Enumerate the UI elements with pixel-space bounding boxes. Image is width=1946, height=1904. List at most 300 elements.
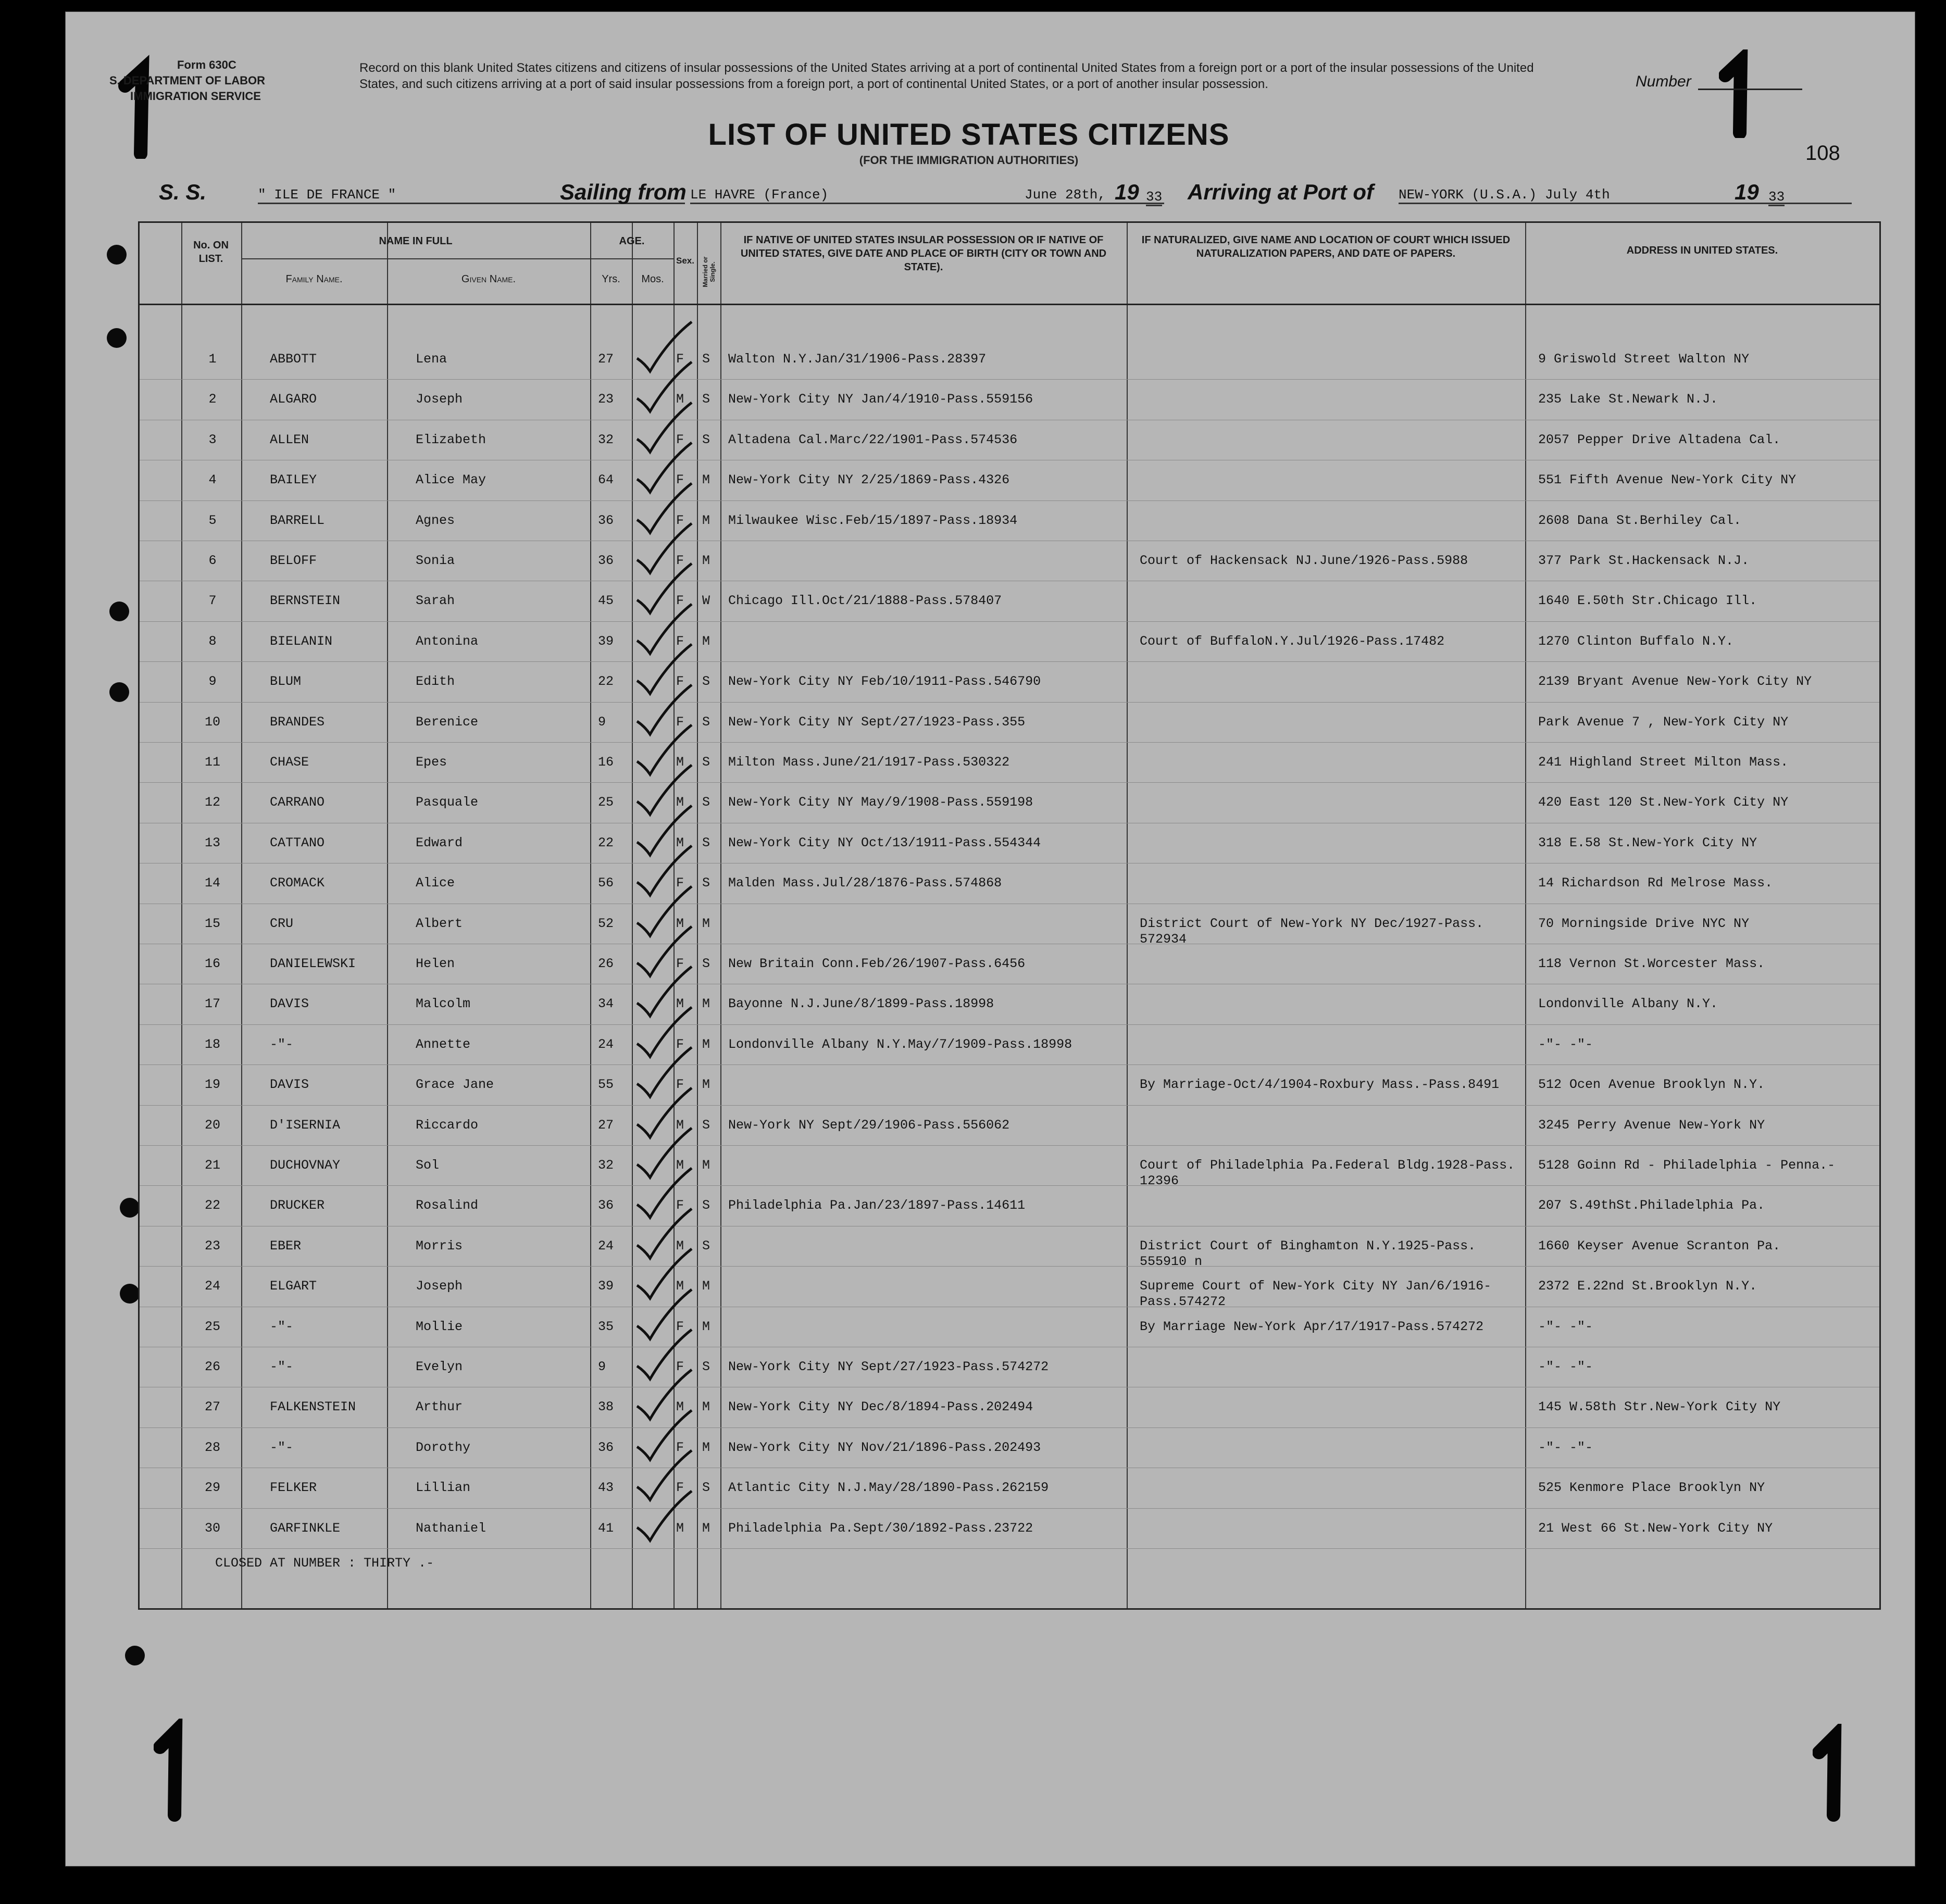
cell-sex: M	[676, 755, 684, 770]
cell-given-name: Nathaniel	[416, 1520, 487, 1536]
cell-given-name: Lillian	[416, 1480, 471, 1496]
arrival-year: 33	[1768, 189, 1785, 206]
cell-marital-status: S	[702, 1117, 710, 1133]
cell-sex: M	[676, 1520, 684, 1536]
age-subheader-rule	[590, 258, 673, 259]
cell-birth-place-date: New Britain Conn.Feb/26/1907-Pass.6456	[728, 956, 1026, 971]
cell-list-number: 4	[208, 472, 217, 488]
large-one-mark-bottom-right	[1813, 1724, 1849, 1823]
ss-label: S. S.	[159, 180, 207, 204]
cell-list-number: 12	[204, 795, 220, 810]
row-rule	[140, 1185, 1879, 1186]
cell-list-number: 11	[204, 755, 220, 770]
departure-port: LE HAVRE (France)	[690, 187, 1107, 204]
row-rule	[140, 621, 1879, 622]
row-rule	[140, 1548, 1879, 1549]
table-row	[140, 905, 1879, 945]
cell-given-name: Riccardo	[416, 1117, 479, 1133]
cell-age-years: 43	[598, 1480, 614, 1496]
row-rule	[140, 1064, 1879, 1065]
cell-address: 207 S.49thSt.Philadelphia Pa.	[1538, 1198, 1765, 1213]
cell-marital-status: M	[702, 1077, 710, 1093]
table-row	[140, 380, 1879, 420]
cell-age-years: 22	[598, 674, 614, 690]
cell-address: 21 West 66 St.New-York City NY	[1538, 1520, 1773, 1536]
row-rule	[140, 1024, 1879, 1025]
cell-family-name: D'ISERNIA	[270, 1117, 341, 1133]
cell-marital-status: M	[702, 1158, 710, 1173]
row-rule	[140, 742, 1879, 743]
table-row	[140, 1106, 1879, 1146]
cell-birth-place-date: Milton Mass.June/21/1917-Pass.530322	[728, 755, 1010, 770]
cell-address: 2372 E.22nd St.Brooklyn N.Y.	[1538, 1279, 1757, 1294]
cell-list-number: 6	[208, 553, 217, 568]
cell-given-name: Mollie	[416, 1319, 463, 1334]
cell-given-name: Grace Jane	[416, 1077, 494, 1093]
cell-given-name: Dorothy	[416, 1439, 471, 1455]
sailing-date: June 28th,	[966, 187, 1164, 204]
cell-birth-place-date: Londonville Albany N.Y.May/7/1909-Pass.18998	[728, 1036, 1072, 1052]
cell-sex: F	[676, 714, 684, 730]
form-instructions: Record on this blank United States citizens and citizens of insular possessions of the United States arriving at a port of continental United States from a foreign port or a port of the insular possessions of the United States, and such citizens arriving at a port of said insular possessions from a foreign port, a port of continental United States, or a port of another insular possession.	[359, 61, 1534, 91]
cell-list-number: 15	[204, 916, 220, 931]
cell-birth-place-date: New-York City NY Nov/21/1896-Pass.202493	[728, 1439, 1041, 1455]
cell-age-years: 52	[598, 916, 614, 931]
cell-address: 118 Vernon St.Worcester Mass.	[1538, 956, 1765, 971]
cell-age-years: 9	[598, 1359, 606, 1374]
cell-address: 1660 Keyser Avenue Scranton Pa.	[1538, 1238, 1781, 1254]
cell-naturalization: Court of Hackensack NJ.June/1926-Pass.5988	[1140, 553, 1468, 568]
cell-birth-place-date: Chicago Ill.Oct/21/1888-Pass.578407	[728, 593, 1002, 609]
cell-marital-status: M	[702, 1036, 710, 1052]
punch-hole-3	[109, 602, 129, 621]
cell-birth-place-date: New-York City NY Feb/10/1911-Pass.546790	[728, 674, 1041, 690]
cell-address: 525 Kenmore Place Brooklyn NY	[1538, 1480, 1765, 1496]
cell-address: Park Avenue 7 , New-York City NY	[1538, 714, 1789, 730]
cell-address: 318 E.58 St.New-York City NY	[1538, 835, 1757, 850]
cell-family-name: BRANDES	[270, 714, 325, 730]
cell-marital-status: M	[702, 553, 710, 568]
cell-sex: F	[676, 352, 684, 367]
cell-marital-status: M	[702, 1439, 710, 1455]
cell-address: 1270 Clinton Buffalo N.Y.	[1538, 633, 1734, 649]
cell-family-name: FALKENSTEIN	[270, 1399, 356, 1415]
cell-age-years: 38	[598, 1399, 614, 1415]
cell-family-name: CARRANO	[270, 795, 325, 810]
cell-list-number: 26	[204, 1359, 220, 1374]
cell-age-years: 23	[598, 392, 614, 407]
cell-sex: M	[676, 795, 684, 810]
cell-marital-status: M	[702, 916, 710, 931]
cell-family-name: DRUCKER	[270, 1198, 325, 1213]
cell-family-name: -"-	[270, 1359, 294, 1374]
row-rule	[140, 500, 1879, 501]
page-number: 108	[1805, 142, 1840, 165]
cell-list-number: 2	[208, 392, 217, 407]
arrival-port-date: NEW-YORK (U.S.A.) July 4th	[1399, 187, 1852, 204]
cell-naturalization: Court of Philadelphia Pa.Federal Bldg.1928-Pass.	[1140, 1158, 1515, 1173]
check-mark-icon	[632, 1488, 694, 1546]
header-given-name: Given Name.	[461, 273, 516, 285]
table-row	[140, 703, 1879, 743]
cell-age-years: 24	[598, 1036, 614, 1052]
cell-given-name: Albert	[416, 916, 463, 931]
cell-sex: F	[676, 432, 684, 447]
cell-family-name: CHASE	[270, 755, 309, 770]
form-identifier	[109, 57, 333, 104]
cell-age-years: 56	[598, 875, 614, 891]
cell-given-name: Annette	[416, 1036, 471, 1052]
cell-naturalization-cont: 555910 n	[1140, 1254, 1203, 1269]
cell-address: 2139 Bryant Avenue New-York City NY	[1538, 674, 1812, 690]
punch-hole-6	[120, 1284, 140, 1304]
cell-list-number: 13	[204, 835, 220, 850]
cell-address: -"- -"-	[1538, 1359, 1593, 1374]
cell-family-name: -"-	[270, 1439, 294, 1455]
table-row	[140, 502, 1879, 542]
cell-naturalization: Supreme Court of New-York City NY Jan/6/1916-	[1140, 1279, 1492, 1294]
cell-sex: F	[676, 1480, 684, 1496]
cell-address: 145 W.58th Str.New-York City NY	[1538, 1399, 1781, 1415]
cell-given-name: Arthur	[416, 1399, 463, 1415]
punch-hole-4	[109, 682, 129, 702]
large-one-mark-bottom-left	[154, 1719, 190, 1823]
cell-age-years: 64	[598, 472, 614, 488]
cell-naturalization: By Marriage New-York Apr/17/1917-Pass.574272	[1140, 1319, 1484, 1334]
cell-list-number: 14	[204, 875, 220, 891]
cell-given-name: Agnes	[416, 512, 455, 528]
cell-address: 551 Fifth Avenue New-York City NY	[1538, 472, 1797, 488]
table-row	[140, 1348, 1879, 1388]
cell-family-name: BIELANIN	[270, 633, 333, 649]
number-label: Number	[1636, 73, 1691, 90]
cell-age-years: 36	[598, 553, 614, 568]
cell-list-number: 9	[208, 674, 217, 690]
cell-given-name: Sonia	[416, 553, 455, 568]
document-subtitle: (FOR THE IMMIGRATION AUTHORITIES)	[859, 154, 1079, 167]
cell-birth-place-date: New-York City NY Sept/27/1923-Pass.355	[728, 714, 1026, 730]
cell-address: 420 East 120 St.New-York City NY	[1538, 795, 1789, 810]
cell-sex: F	[676, 1036, 684, 1052]
cell-marital-status: M	[702, 996, 710, 1012]
cell-family-name: BAILEY	[270, 472, 317, 488]
cell-given-name: Alice	[416, 875, 455, 891]
table-row	[140, 461, 1879, 501]
cell-marital-status: S	[702, 956, 710, 971]
cell-family-name: BELOFF	[270, 553, 317, 568]
cell-sex: M	[676, 835, 684, 850]
row-rule	[140, 661, 1879, 662]
cell-marital-status: M	[702, 1520, 710, 1536]
cell-address: 3245 Perry Avenue New-York NY	[1538, 1117, 1765, 1133]
table-row	[140, 1267, 1879, 1310]
cell-marital-status: S	[702, 875, 710, 891]
sailing-from-label: Sailing from	[560, 180, 687, 204]
header-birth: IF NATIVE OF UNITED STATES INSULAR POSSESSION OR IF NATIVE OF UNITED STATES, GIVE DATE AND PLACE OF BIRTH (CITY OR TOWN AND STATE).	[740, 234, 1107, 273]
header-address: ADDRESS IN UNITED STATES.	[1626, 245, 1778, 256]
cell-naturalization: By Marriage-Oct/4/1904-Roxbury Mass.-Pass.8491	[1140, 1077, 1500, 1093]
cell-birth-place-date: Walton N.Y.Jan/31/1906-Pass.28397	[728, 352, 987, 367]
cell-birth-place-date: New-York City NY May/9/1908-Pass.559198	[728, 795, 1033, 810]
cell-list-number: 28	[204, 1439, 220, 1455]
cell-address: 14 Richardson Rd Melrose Mass.	[1538, 875, 1773, 891]
cell-address: 512 Ocen Avenue Brooklyn N.Y.	[1538, 1077, 1765, 1093]
cell-marital-status: S	[702, 795, 710, 810]
cell-family-name: -"-	[270, 1036, 294, 1052]
cell-given-name: Joseph	[416, 392, 463, 407]
cell-age-years: 34	[598, 996, 614, 1012]
table-row	[140, 824, 1879, 864]
cell-age-years: 27	[598, 1117, 614, 1133]
cell-marital-status: M	[702, 472, 710, 488]
cell-age-years: 24	[598, 1238, 614, 1254]
table-row	[140, 1388, 1879, 1428]
row-rule	[140, 782, 1879, 783]
header-no: No. ON LIST.	[193, 240, 229, 265]
cell-given-name: Elizabeth	[416, 432, 487, 447]
header-married-single: Married or Single.	[702, 256, 716, 287]
cell-list-number: 18	[204, 1036, 220, 1052]
table-row	[140, 1308, 1879, 1348]
cell-marital-status: W	[702, 593, 710, 609]
service-name: IMMIGRATION SERVICE	[130, 90, 261, 103]
row-rule	[140, 1266, 1879, 1267]
cell-list-number: 25	[204, 1319, 220, 1334]
cell-age-years: 16	[598, 755, 614, 770]
cell-sex: M	[676, 1399, 684, 1415]
ship-name: " ILE DE FRANCE "	[258, 187, 685, 204]
cell-family-name: ELGART	[270, 1279, 317, 1294]
cell-sex: F	[676, 1359, 684, 1374]
cell-sex: F	[676, 1439, 684, 1455]
cell-given-name: Evelyn	[416, 1359, 463, 1374]
cell-age-years: 27	[598, 352, 614, 367]
cell-age-years: 39	[598, 633, 614, 649]
cell-address: Londonville Albany N.Y.	[1538, 996, 1718, 1012]
cell-given-name: Morris	[416, 1238, 463, 1254]
cell-address: 5128 Goinn Rd - Philadelphia - Penna.-	[1538, 1158, 1836, 1173]
punch-hole-2	[107, 328, 127, 348]
cell-sex: M	[676, 1158, 684, 1173]
cell-address: 241 Highland Street Milton Mass.	[1538, 755, 1789, 770]
cell-given-name: Alice May	[416, 472, 487, 488]
cell-marital-status: S	[702, 1238, 710, 1254]
cell-given-name: Rosalind	[416, 1198, 479, 1213]
cell-birth-place-date: New-York City NY Oct/13/1911-Pass.554344	[728, 835, 1041, 850]
cell-sex: F	[676, 674, 684, 690]
cell-list-number: 23	[204, 1238, 220, 1254]
cell-age-years: 41	[598, 1520, 614, 1536]
cell-marital-status: S	[702, 1359, 710, 1374]
cell-given-name: Antonina	[416, 633, 479, 649]
cell-family-name: BLUM	[270, 674, 302, 690]
cell-sex: M	[676, 392, 684, 407]
cell-list-number: 20	[204, 1117, 220, 1133]
cell-marital-status: M	[702, 512, 710, 528]
cell-age-years: 36	[598, 1439, 614, 1455]
cell-list-number: 19	[204, 1077, 220, 1093]
cell-given-name: Helen	[416, 956, 455, 971]
cell-age-years: 25	[598, 795, 614, 810]
cell-birth-place-date: Bayonne N.J.June/8/1899-Pass.18998	[728, 996, 994, 1012]
cell-marital-status: S	[702, 755, 710, 770]
cell-list-number: 30	[204, 1520, 220, 1536]
header-bottom-rule	[140, 304, 1879, 305]
cell-sex: F	[676, 956, 684, 971]
cell-birth-place-date: Malden Mass.Jul/28/1876-Pass.574868	[728, 875, 1002, 891]
row-rule	[140, 1427, 1879, 1428]
table-row	[140, 1429, 1879, 1469]
table-row	[140, 783, 1879, 823]
header-age: AGE.	[619, 235, 645, 247]
cell-family-name: ALGARO	[270, 392, 317, 407]
cell-list-number: 24	[204, 1279, 220, 1294]
cell-given-name: Epes	[416, 755, 447, 770]
header-naturalized: IF NATURALIZED, GIVE NAME AND LOCATION OF COURT WHICH ISSUED NATURALIZATION PAPERS, AND DATE OF PAPERS.	[1141, 234, 1511, 259]
row-rule	[140, 1105, 1879, 1106]
cell-age-years: 22	[598, 835, 614, 850]
closed-at-number: CLOSED AT NUMBER : THIRTY .-	[215, 1556, 434, 1571]
cell-family-name: ALLEN	[270, 432, 309, 447]
table-row	[140, 582, 1879, 622]
cell-birth-place-date: Milwaukee Wisc.Feb/15/1897-Pass.18934	[728, 512, 1018, 528]
cell-age-years: 36	[598, 1198, 614, 1213]
cell-sex: F	[676, 1198, 684, 1213]
cell-marital-status: M	[702, 1319, 710, 1334]
table-row	[140, 864, 1879, 904]
department-name: S. DEPARTMENT OF LABOR	[109, 74, 266, 87]
cell-sex: M	[676, 996, 684, 1012]
sailing-year: 33	[1146, 189, 1162, 206]
cell-family-name: CRU	[270, 916, 294, 931]
cell-birth-place-date: Philadelphia Pa.Sept/30/1892-Pass.23722	[728, 1520, 1033, 1536]
cell-family-name: BARRELL	[270, 512, 325, 528]
cell-sex: F	[676, 633, 684, 649]
cell-family-name: EBER	[270, 1238, 302, 1254]
table-row	[140, 340, 1879, 380]
cell-naturalization: District Court of Binghamton N.Y.1925-Pass.	[1140, 1238, 1476, 1254]
cell-age-years: 39	[598, 1279, 614, 1294]
cell-naturalization-cont: 572934	[1140, 931, 1187, 947]
cell-list-number: 8	[208, 633, 217, 649]
cell-birth-place-date: New-York City NY Dec/8/1894-Pass.202494	[728, 1399, 1033, 1415]
cell-birth-place-date: New-York City NY Jan/4/1910-Pass.559156	[728, 392, 1033, 407]
cell-family-name: ABBOTT	[270, 352, 317, 367]
document-title: LIST OF UNITED STATES CITIZENS	[708, 118, 1230, 152]
cell-list-number: 1	[208, 352, 217, 367]
cell-sex: M	[676, 1238, 684, 1254]
cell-list-number: 10	[204, 714, 220, 730]
table-row	[140, 542, 1879, 582]
table-row	[140, 622, 1879, 662]
cell-address: -"- -"-	[1538, 1036, 1593, 1052]
cell-family-name: FELKER	[270, 1480, 317, 1496]
cell-age-years: 55	[598, 1077, 614, 1093]
cell-address: 377 Park St.Hackensack N.J.	[1538, 553, 1750, 568]
row-rule	[140, 702, 1879, 703]
table-row	[140, 1066, 1879, 1106]
header-sex: Sex.	[676, 256, 694, 266]
cell-list-number: 16	[204, 956, 220, 971]
cell-marital-status: S	[702, 392, 710, 407]
cell-age-years: 45	[598, 593, 614, 609]
cell-naturalization-cont: 12396	[1140, 1173, 1179, 1188]
cell-given-name: Pasquale	[416, 795, 479, 810]
cell-list-number: 21	[204, 1158, 220, 1173]
cell-family-name: BERNSTEIN	[270, 593, 341, 609]
cell-age-years: 26	[598, 956, 614, 971]
punch-hole-1	[107, 245, 127, 265]
cell-birth-place-date: Altadena Cal.Marc/22/1901-Pass.574536	[728, 432, 1018, 447]
cell-age-years: 32	[598, 432, 614, 447]
punch-hole-7	[125, 1646, 145, 1665]
cell-given-name: Edward	[416, 835, 463, 850]
header-mos: Mos.	[641, 273, 664, 285]
cell-address: -"- -"-	[1538, 1319, 1593, 1334]
header-family-name: Family Name.	[285, 273, 343, 285]
punch-hole-5	[120, 1198, 140, 1218]
table-row	[140, 1146, 1879, 1186]
cell-list-number: 29	[204, 1480, 220, 1496]
table-row	[140, 1227, 1879, 1267]
cell-given-name: Edith	[416, 674, 455, 690]
cell-family-name: DAVIS	[270, 996, 309, 1012]
table-row	[140, 985, 1879, 1025]
cell-sex: M	[676, 1279, 684, 1294]
cell-address: 1640 E.50th Str.Chicago Ill.	[1538, 593, 1757, 609]
cell-given-name: Sarah	[416, 593, 455, 609]
cell-sex: F	[676, 553, 684, 568]
cell-given-name: Berenice	[416, 714, 479, 730]
cell-birth-place-date: Philadelphia Pa.Jan/23/1897-Pass.14611	[728, 1198, 1026, 1213]
number-field-line	[1698, 89, 1802, 90]
cell-sex: F	[676, 1319, 684, 1334]
cell-list-number: 17	[204, 996, 220, 1012]
cell-list-number: 22	[204, 1198, 220, 1213]
year-prefix-2: 19	[1735, 180, 1759, 204]
cell-sex: F	[676, 1077, 684, 1093]
cell-address: 9 Griswold Street Walton NY	[1538, 352, 1750, 367]
cell-birth-place-date: New-York City NY 2/25/1869-Pass.4326	[728, 472, 1010, 488]
cell-marital-status: M	[702, 633, 710, 649]
cell-sex: F	[676, 472, 684, 488]
cell-family-name: GARFINKLE	[270, 1520, 341, 1536]
cell-age-years: 35	[598, 1319, 614, 1334]
passenger-table	[138, 221, 1881, 1610]
name-subheader-rule	[241, 258, 590, 259]
cell-marital-status: S	[702, 674, 710, 690]
cell-sex: F	[676, 875, 684, 891]
table-row	[140, 1469, 1879, 1509]
cell-list-number: 3	[208, 432, 217, 447]
row-rule	[140, 1508, 1879, 1509]
cell-list-number: 7	[208, 593, 217, 609]
cell-family-name: DANIELEWSKI	[270, 956, 356, 971]
cell-sex: M	[676, 1117, 684, 1133]
cell-birth-place-date: New-York City NY Sept/27/1923-Pass.574272	[728, 1359, 1049, 1374]
year-prefix-1: 19	[1115, 180, 1139, 204]
cell-marital-status: S	[702, 1198, 710, 1213]
row-rule	[140, 379, 1879, 380]
cell-given-name: Lena	[416, 352, 447, 367]
row-rule	[140, 1145, 1879, 1146]
cell-marital-status: S	[702, 714, 710, 730]
table-row	[140, 1186, 1879, 1226]
cell-family-name: DUCHOVNAY	[270, 1158, 341, 1173]
header-name-in-full: NAME IN FULL	[379, 235, 453, 247]
cell-marital-status: M	[702, 1399, 710, 1415]
cell-sex: M	[676, 916, 684, 931]
